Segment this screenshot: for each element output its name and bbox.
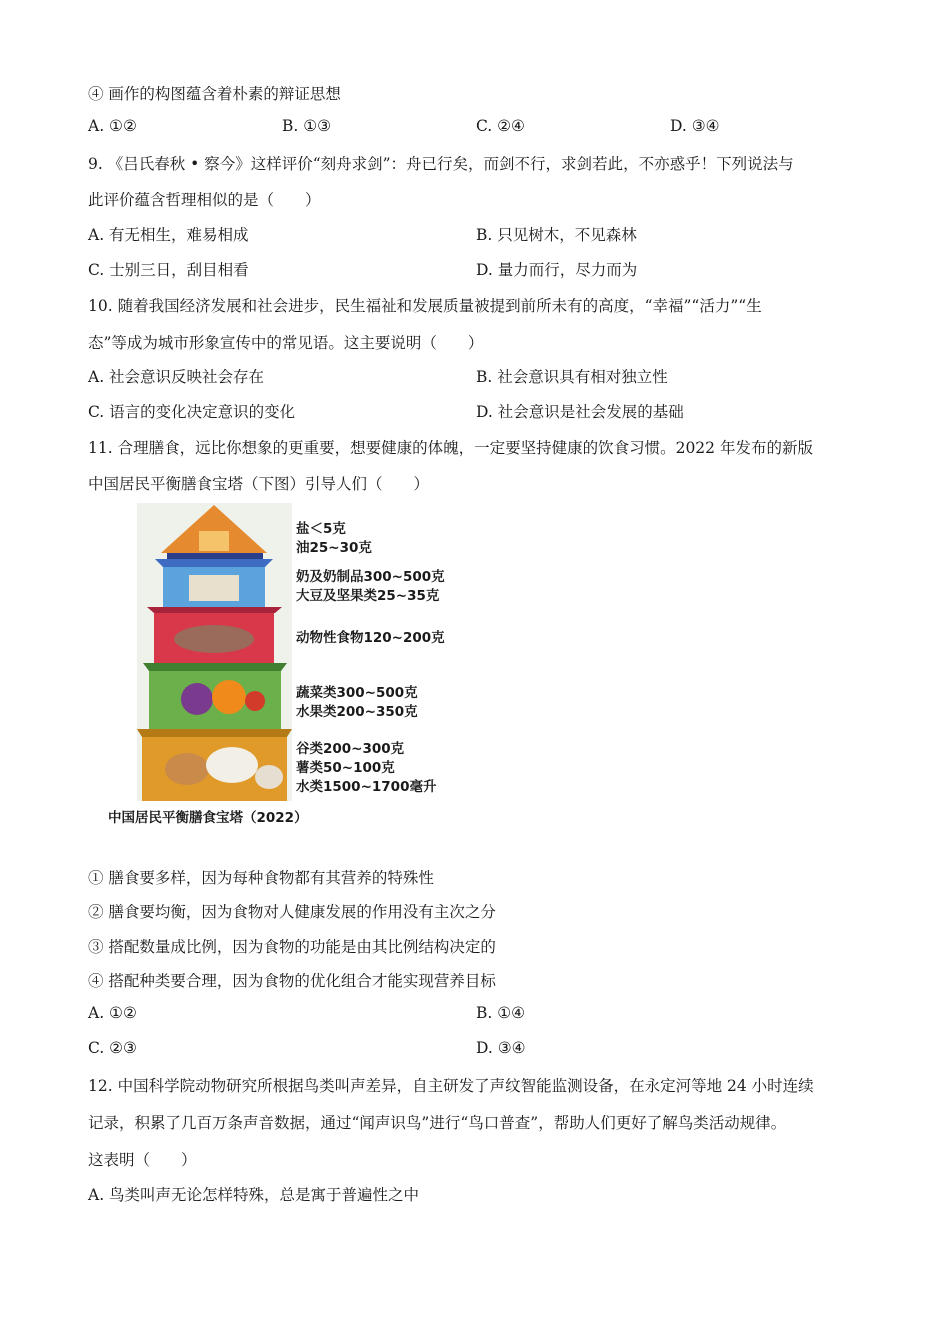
q11-option-c: C. ②③	[88, 1039, 137, 1057]
q12-option-a: A. 鸟类叫声无论怎样特殊，总是寓于普遍性之中	[88, 1186, 420, 1204]
q9-stem-line-2: 此评价蕴含哲理相似的是（ ）	[88, 191, 321, 209]
q11-option-b: B. ①④	[476, 1004, 526, 1022]
q8-option-b: B. ①③	[282, 117, 332, 135]
pyramid-label-soy-nuts: 大豆及坚果类25~35克	[296, 588, 440, 604]
q10-option-b: B. 社会意识具有相对独立性	[476, 368, 668, 386]
food-pyramid-illustration	[137, 503, 292, 801]
pyramid-label-water: 水类1500~1700毫升	[296, 779, 437, 795]
q11-stem-line-2: 中国居民平衡膳食宝塔（下图）引导人们（ ）	[88, 475, 430, 493]
pyramid-label-salt: 盐＜5克	[296, 521, 346, 537]
q9-option-a: A. 有无相生，难易相成	[88, 226, 249, 244]
pyramid-label-fruits: 水果类200~350克	[296, 704, 418, 720]
q11-item-1: ① 膳食要多样，因为每种食物都有其营养的特殊性	[88, 869, 434, 887]
pyramid-label-grains: 谷类200~300克	[296, 741, 405, 757]
q9-option-d: D. 量力而行，尽力而为	[476, 261, 638, 279]
q10-stem-line-2: 态”等成为城市形象宣传中的常见语。这主要说明（ ）	[88, 334, 484, 352]
q10-option-a: A. 社会意识反映社会存在	[88, 368, 265, 386]
pyramid-caption: 中国居民平衡膳食宝塔（2022）	[108, 810, 308, 826]
q11-item-3: ③ 搭配数量成比例，因为食物的功能是由其比例结构决定的	[88, 938, 496, 956]
q10-stem-line-1: 10. 随着我国经济发展和社会进步，民生福祉和发展质量被提到前所未有的高度，“幸福”“活力”“生	[88, 297, 762, 315]
q11-option-d: D. ③④	[476, 1039, 526, 1057]
q8-option-a: A. ①②	[88, 117, 137, 135]
q8-option-c: C. ②④	[476, 117, 525, 135]
q9-option-b: B. 只见树木，不见森林	[476, 226, 637, 244]
q10-option-c: C. 语言的变化决定意识的变化	[88, 403, 296, 421]
q11-item-2: ② 膳食要均衡，因为食物对人健康发展的作用没有主次之分	[88, 903, 496, 921]
pyramid-label-dairy: 奶及奶制品300~500克	[296, 569, 445, 585]
food-pyramid-image	[137, 503, 292, 801]
q8-option-d: D. ③④	[670, 117, 720, 135]
q11-item-4: ④ 搭配种类要合理，因为食物的优化组合才能实现营养目标	[88, 972, 496, 990]
q12-stem-line-3: 这表明（ ）	[88, 1151, 197, 1169]
q8-item-4: ④ 画作的构图蕴含着朴素的辩证思想	[88, 85, 341, 103]
q12-stem-line-2: 记录，积累了几百万条声音数据，通过“闻声识鸟”进行“鸟口普查”，帮助人们更好了解鸟类活动规律。	[88, 1114, 787, 1132]
q11-stem-line-1: 11. 合理膳食，远比你想象的更重要，想要健康的体魄，一定要坚持健康的饮食习惯。2022 年发布的新版	[88, 439, 813, 457]
q9-option-c: C. 士别三日，刮目相看	[88, 261, 249, 279]
q9-stem-line-1: 9. 《吕氏春秋 • 察今》这样评价“刻舟求剑”：舟已行矣，而剑不行，求剑若此，不亦惑乎！下列说法与	[88, 155, 794, 173]
q10-option-d: D. 社会意识是社会发展的基础	[476, 403, 684, 421]
pyramid-label-tubers: 薯类50~100克	[296, 760, 395, 776]
q11-option-a: A. ①②	[88, 1004, 137, 1022]
pyramid-label-oil: 油25~30克	[296, 540, 372, 556]
pyramid-label-animal-food: 动物性食物120~200克	[296, 630, 445, 646]
pyramid-label-vegetables: 蔬菜类300~500克	[296, 685, 418, 701]
q12-stem-line-1: 12. 中国科学院动物研究所根据鸟类叫声差异，自主研发了声纹智能监测设备，在永定河等地 24 小时连续	[88, 1077, 814, 1095]
